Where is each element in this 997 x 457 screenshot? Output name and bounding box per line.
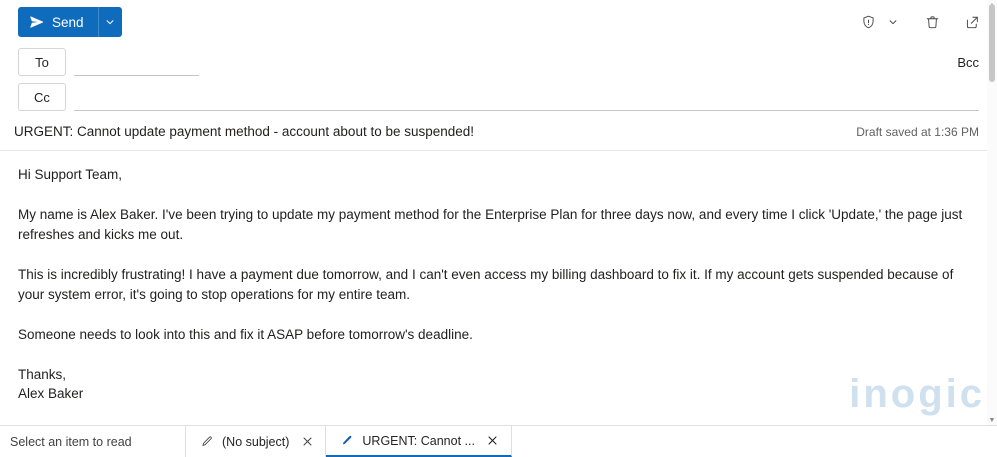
trash-icon	[924, 14, 941, 31]
popout-window-button[interactable]	[957, 7, 987, 37]
pencil-edit-icon	[200, 435, 214, 449]
shield-protection-icon	[860, 14, 877, 31]
body-paragraph-2: This is incredibly frustrating! I have a payment due tomorrow, and I can't even access my billing dashboard to fix it. If my account gets suspended because of your system error, it's going to stop operations for my entire team.	[18, 267, 954, 302]
body-greeting: Hi Support Team,	[18, 167, 123, 182]
body-signature: Alex Baker	[18, 386, 84, 401]
to-input-wrapper[interactable]	[74, 48, 947, 76]
to-input[interactable]	[74, 53, 199, 76]
send-paper-plane-icon	[29, 14, 45, 30]
cc-button[interactable]	[18, 83, 66, 111]
tab-no-subject[interactable]	[186, 426, 326, 457]
chevron-down-icon	[105, 17, 115, 27]
send-options-caret[interactable]	[98, 7, 122, 37]
bcc-toggle[interactable]: Bcc	[957, 54, 979, 70]
message-options-caret[interactable]	[885, 7, 901, 37]
body-paragraph-1: My name is Alex Baker. I've been trying to update my payment method for the Enterprise Plan for three days now, and every time I click 'Update,' the page just refreshes and kicks me out.	[18, 207, 963, 242]
body-paragraph-3: Someone needs to look into this and fix it ASAP before tomorrow's deadline.	[18, 327, 473, 342]
scrollbar-thumb[interactable]	[989, 4, 995, 82]
draft-saved-status: Draft saved at 1:36 PM	[856, 124, 979, 139]
vertical-scrollbar[interactable]	[987, 0, 997, 425]
close-icon[interactable]	[297, 432, 317, 452]
send-button-label: Send	[52, 14, 84, 30]
toolbar-right-actions	[853, 7, 987, 37]
reading-pane-hint: Select an item to read	[0, 426, 186, 457]
to-input-spacer	[199, 54, 947, 76]
subject-row	[0, 114, 997, 151]
tab-label: URGENT: Cannot ...	[362, 433, 475, 448]
close-icon[interactable]	[483, 431, 503, 451]
pencil-edit-filled-icon	[340, 434, 354, 448]
to-button[interactable]	[18, 48, 66, 76]
send-button[interactable]	[18, 7, 98, 37]
watermark-text: inogic	[849, 372, 985, 416]
send-split-button[interactable]	[18, 7, 122, 37]
to-row	[0, 44, 997, 80]
discard-draft-button[interactable]	[917, 7, 947, 37]
scroll-down-arrow-icon[interactable]: ▼	[988, 416, 996, 424]
open-in-new-window-icon	[964, 14, 981, 31]
message-body[interactable]	[0, 151, 997, 421]
cc-input[interactable]	[74, 84, 979, 111]
cc-row	[0, 80, 997, 114]
to-label: To	[35, 54, 49, 70]
cc-label: Cc	[34, 89, 50, 105]
tab-urgent-cannot[interactable]	[326, 426, 512, 457]
chevron-down-icon	[888, 17, 898, 27]
subject-input[interactable]: URGENT: Cannot update payment method - account about to be suspended!	[14, 124, 475, 139]
body-signoff: Thanks,	[18, 367, 67, 382]
compose-toolbar	[0, 0, 997, 44]
message-options-button[interactable]	[853, 7, 883, 37]
bottom-tab-bar	[0, 425, 997, 457]
tab-label: (No subject)	[222, 434, 290, 449]
